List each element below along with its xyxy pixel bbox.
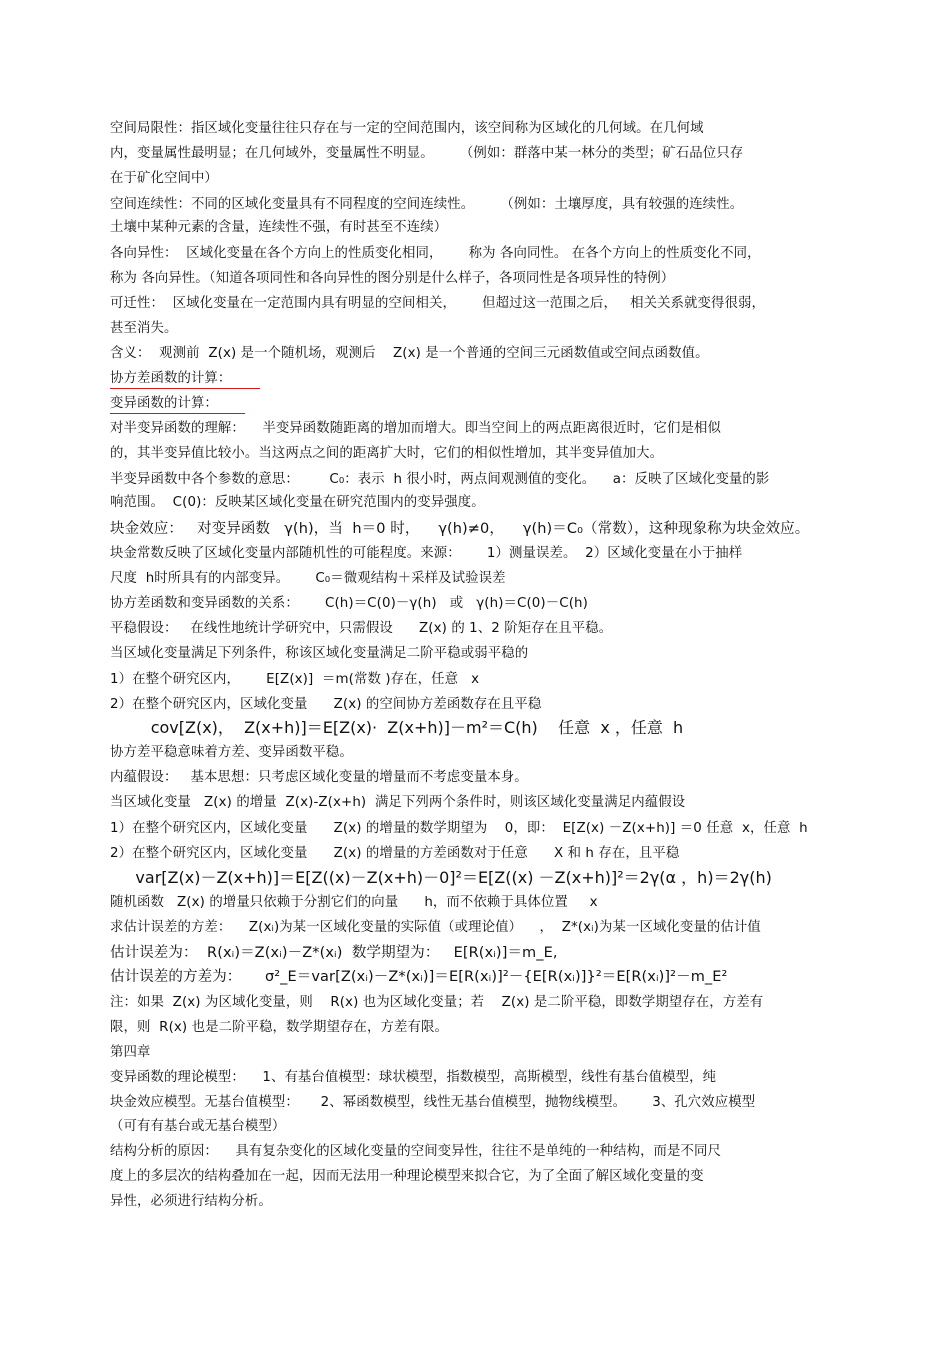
text-line: 2）在整个研究区内，区域化变量 Z(x) 的空间协方差函数存在且平稳 bbox=[110, 697, 542, 712]
text-line: 结构分析的原因： 具有复杂变化的区域化变量的空间变异性，往往不是单纯的一种结构，而是不同尺 bbox=[110, 1144, 722, 1159]
section-heading bbox=[110, 370, 260, 389]
text-line: 半变异函数中各个参数的意思： C₀：表示 h 很小时，两点间观测值的变化。 a：反映了区域化变量的影 bbox=[110, 472, 770, 487]
heading-text: 协方差函数的计算： bbox=[110, 370, 260, 389]
text-line: 空间连续性：不同的区域化变量具有不同程度的空间连续性。 （例如：土壤厚度，具有较强的连续性。 bbox=[110, 197, 744, 212]
text-line: 随机函数 Z(x) 的增量只依赖于分割它们的向量 h，而不依赖于具体位置 x bbox=[110, 895, 598, 910]
text-line: 块金效应模型。无基台值模型： 2、幂函数模型，线性无基台值模型，抛物线模型。 3、孔穴效应模型 bbox=[110, 1095, 756, 1110]
section-heading bbox=[110, 395, 245, 414]
text-line: 空间局限性：指区域化变量往往只存在与一定的空间范围内，该空间称为区域化的几何域。在几何域 bbox=[110, 121, 704, 136]
text-line: 含义： 观测前 Z(x) 是一个随机场，观测后 Z(x) 是一个普通的空间三元函数值或空间点函数值。 bbox=[110, 346, 709, 361]
text-line: 的，其半变异值比较小。当这两点之间的距离扩大时，它们的相似性增加，其半变异值加大。 bbox=[110, 446, 664, 461]
text-line: 土壤中某种元素的含量，连续性不强，有时甚至不连续） bbox=[110, 220, 448, 235]
heading-text: 变异函数的计算： bbox=[110, 395, 245, 414]
formula-line: var[Z(x)－Z(x+h)]＝E[Z((x)－Z(x+h)－0]²＝E[Z((x) －Z(x+h)]²＝2γ(α ，h)＝2γ(h) bbox=[110, 868, 772, 887]
text-line: 称为 各向异性。（知道各项同性和各向异性的图分别是什么样子，各项同性是各项异性的特例） bbox=[110, 271, 675, 286]
text-line: 响范围。 C(0)：反映某区域化变量在研究范围内的变异强度。 bbox=[110, 495, 485, 510]
text-line: 平稳假设： 在线性地统计学研究中，只需假设 Z(x) 的 1、2 阶矩存在且平稳。 bbox=[110, 621, 613, 636]
text-line: 注：如果 Z(x) 为区域化变量，则 R(x) 也为区域化变量；若 Z(x) 是二阶平稳，即数学期望存在，方差有 bbox=[110, 995, 764, 1010]
text-line: 度上的多层次的结构叠加在一起，因而无法用一种理论模型来拟合它，为了全面了解区域化变量的变 bbox=[110, 1169, 704, 1184]
text-line: 内蕴假设： 基本思想：只考虑区域化变量的增量而不考虑变量本身。 bbox=[110, 770, 528, 785]
text-line: 1）在整个研究区内， E[Z(x)] ＝m(常数 )存在，任意 x bbox=[110, 672, 480, 687]
text-line: 求估计误差的方差： Z(xᵢ)为某一区域化变量的实际值（或理论值） ， Z*(xᵢ)为某一区域化变量的估计值 bbox=[110, 920, 761, 935]
text-line: 在于矿化空间中） bbox=[110, 171, 218, 186]
formula-line: 估计误差为： R(xᵢ)＝Z(xᵢ)－Z*(xᵢ) 数学期望为： E[R(xᵢ)]＝m_E, bbox=[110, 945, 558, 961]
formula-line: 估计误差的方差为： σ²_E＝var[Z(xᵢ)－Z*(xᵢ)]＝E[R(xᵢ)]²－{E[R(xᵢ)]}²＝E[R(xᵢ)]²－m_E² bbox=[110, 969, 728, 985]
text-line: 1）在整个研究区内，区域化变量 Z(x) 的增量的数学期望为 0，即： E[Z(x) －Z(x+h)] ＝0 任意 x，任意 h bbox=[110, 821, 808, 836]
text-line: 对半变异函数的理解： 半变异函数随距离的增加而增大。即当空间上的两点距离很近时，它们是相似 bbox=[110, 421, 722, 436]
text-line: 变异函数的理论模型： 1、有基台值模型：球状模型，指数模型，高斯模型，线性有基台值模型，纯 bbox=[110, 1070, 717, 1085]
text-line: 限，则 R(x) 也是二阶平稳，数学期望存在，方差有限。 bbox=[110, 1020, 448, 1035]
text-line: 内，变量属性最明显；在几何域外，变量属性不明显。 （例如：群落中某一林分的类型；矿石品位只存 bbox=[110, 146, 744, 161]
text-line: 当区域化变量 Z(x) 的增量 Z(x)-Z(x+h) 满足下列两个条件时，则该区域化变量满足内蕴假设 bbox=[110, 795, 686, 810]
text-line: 尺度 h时所具有的内部变异。 C₀＝微观结构＋采样及试验误差 bbox=[110, 571, 506, 586]
text-line: 各向异性： 区域化变量在各个方向上的性质变化相同， 称为 各向同性。 在各个方向上的性质变化不同， bbox=[110, 246, 761, 261]
text-line: 协方差平稳意味着方差、变异函数平稳。 bbox=[110, 745, 353, 760]
text-line: 协方差函数和变异函数的关系： C(h)＝C(0)－γ(h) 或 γ(h)＝C(0)－C(h) bbox=[110, 596, 588, 611]
text-line: 块金效应： 对变异函数 γ(h)，当 h＝0 时， γ(h)≠0， γ(h)＝C₀（常数），这种现象称为块金效应。 bbox=[110, 521, 810, 537]
text-line: 甚至消失。 bbox=[110, 321, 178, 336]
text-line: 当区域化变量满足下列条件，称该区域化变量满足二阶平稳或弱平稳的 bbox=[110, 646, 529, 661]
chapter-heading: 第四章 bbox=[110, 1045, 151, 1060]
text-line: （可有有基台或无基台模型） bbox=[110, 1119, 286, 1134]
formula-line: cov[Z(x)， Z(x+h)]＝E[Z(x)· Z(x+h)]－m²＝C(h) 任意 x ，任意 h bbox=[110, 718, 684, 737]
text-line: 异性，必须进行结构分析。 bbox=[110, 1194, 272, 1209]
text-line: 2）在整个研究区内，区域化变量 Z(x) 的增量的方差函数对于任意 X 和 h 存在，且平稳 bbox=[110, 846, 680, 861]
text-line: 块金常数反映了区域化变量内部随机性的可能程度。来源： 1）测量误差。 2）区域化变量在小于抽样 bbox=[110, 546, 743, 561]
text-line: 可迁性： 区域化变量在一定范围内具有明显的空间相关， 但超过这一范围之后， 相关关系就变得很弱， bbox=[110, 296, 765, 311]
